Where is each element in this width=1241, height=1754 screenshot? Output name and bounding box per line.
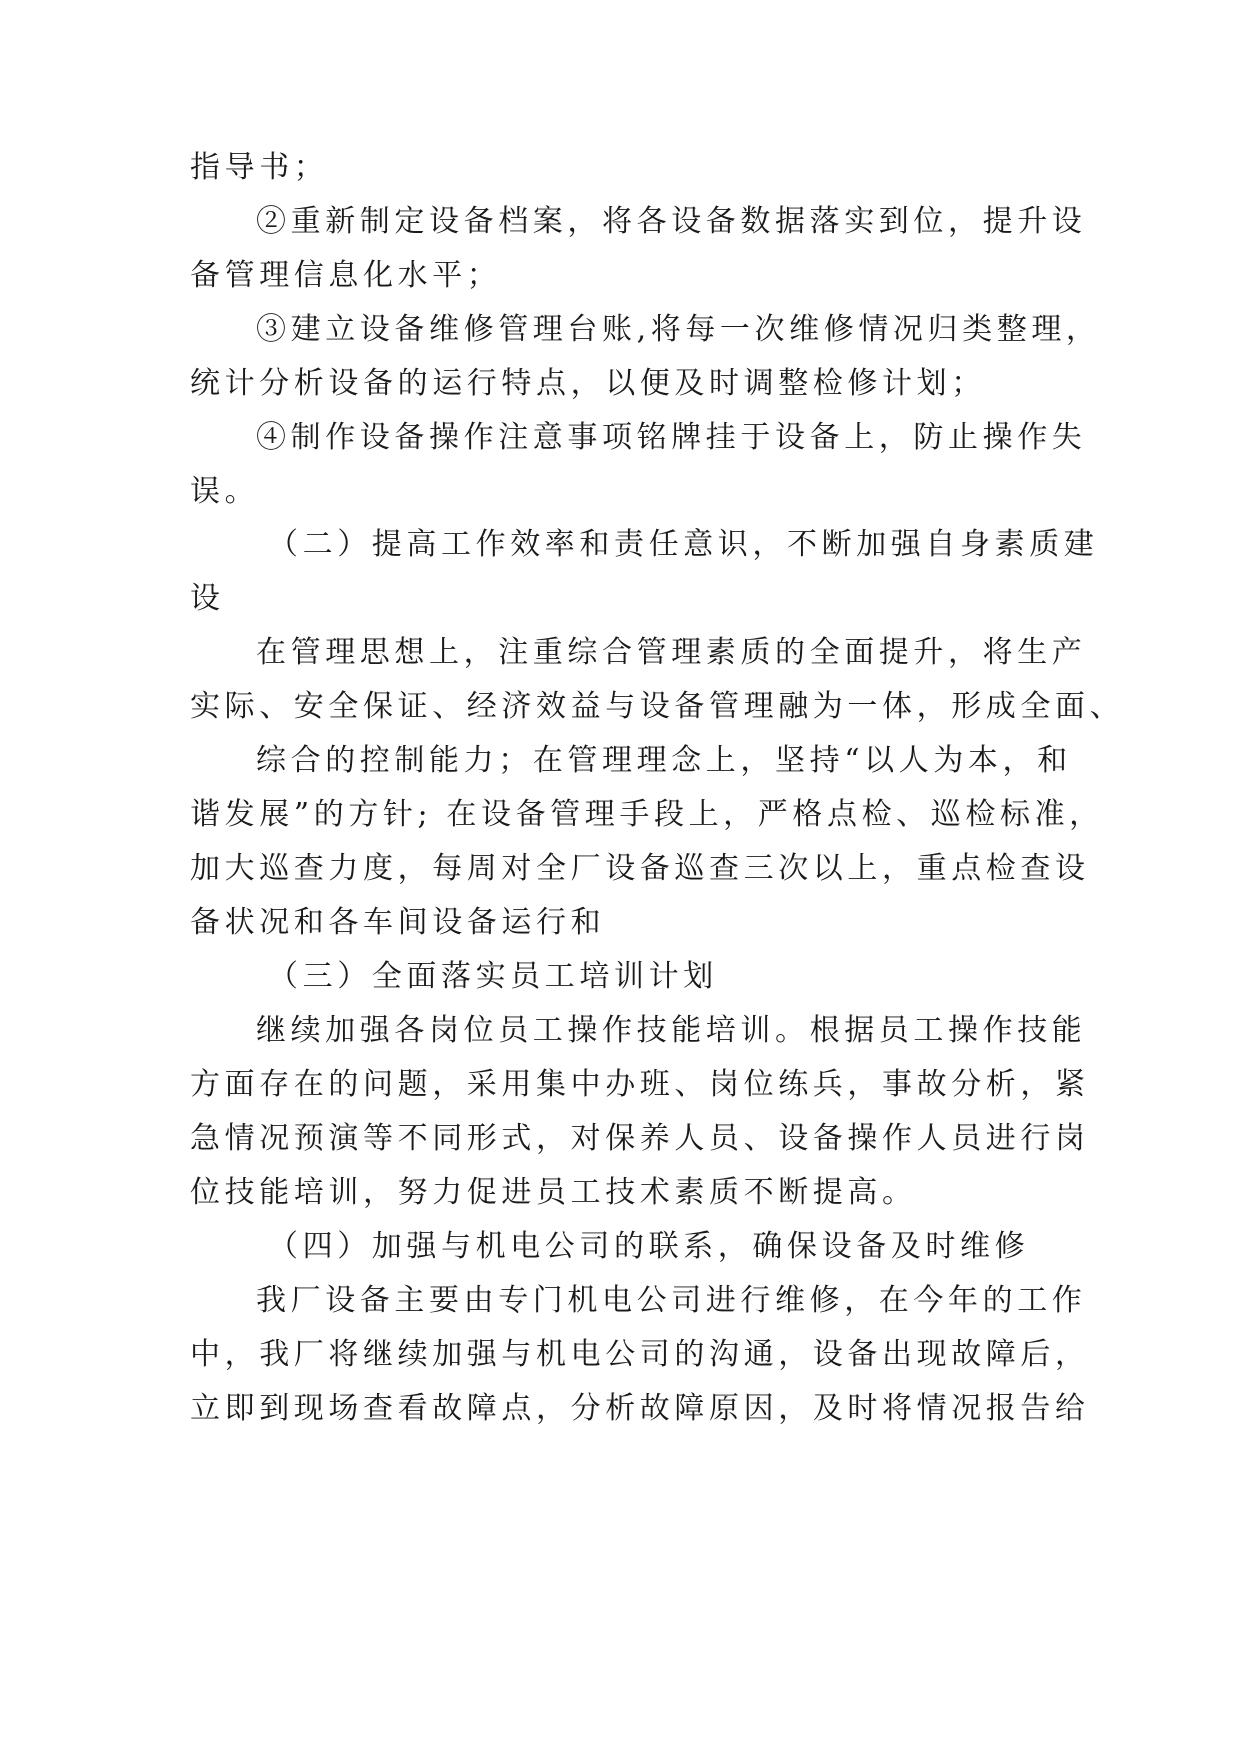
text-line: 中，我厂将继续加强与机电公司的沟通，设备出现故障后， xyxy=(190,1337,1090,1372)
text-line: 位技能培训，努力促进员工技术素质不断提高。 xyxy=(190,1175,917,1210)
text-line: 统计分析设备的运行特点，以便及时调整检修计划； xyxy=(190,366,986,401)
text-line: 方面存在的问题，采用集中办班、岗位练兵，事故分析，紧 xyxy=(190,1067,1090,1102)
text-line: ②重新制定设备档案，将各设备数据落实到位，提升设 xyxy=(256,204,1087,239)
text-line: 继续加强各岗位员工操作技能培训。根据员工操作技能 xyxy=(256,1013,1087,1048)
text-line: 综合的控制能力；在管理理念上，坚持“以人为本，和 xyxy=(256,743,1072,778)
text-line: 在管理思想上，注重综合管理素质的全面提升，将生产 xyxy=(256,635,1087,670)
text-line: ④制作设备操作注意事项铭牌挂于设备上，防止操作失 xyxy=(256,420,1087,455)
text-line: 加大巡查力度，每周对全厂设备巡查三次以上，重点检查设 xyxy=(190,851,1090,886)
text-line: 谐发展”的方针; 在设备管理手段上，严格点检、巡检标准， xyxy=(190,797,1104,832)
text-line: ③建立设备维修管理台账,将每一次维修情况归类整理， xyxy=(256,312,1101,347)
section-heading: 设 xyxy=(190,581,225,616)
text-line: 备状况和各车间设备运行和 xyxy=(190,905,606,940)
section-heading: （四）加强与机电公司的联系，确保设备及时维修 xyxy=(268,1229,1030,1264)
text-line: 急情况预演等不同形式，对保养人员、设备操作人员进行岗 xyxy=(190,1121,1090,1156)
text-line: 我厂设备主要由专门机电公司进行维修，在今年的工作 xyxy=(256,1283,1087,1318)
section-heading: （二）提高工作效率和责任意识，不断加强自身素质建 xyxy=(268,527,1099,562)
text-line: 指导书； xyxy=(190,150,329,185)
section-heading: （三）全面落实员工培训计划 xyxy=(268,959,718,994)
text-line: 误。 xyxy=(190,474,260,509)
text-line: 立即到现场查看故障点，分析故障原因，及时将情况报告给 xyxy=(190,1391,1090,1426)
text-line: 备管理信息化水平； xyxy=(190,258,502,293)
text-line: 实际、安全保证、经济效益与设备管理融为一体，形成全面、 xyxy=(190,689,1125,724)
